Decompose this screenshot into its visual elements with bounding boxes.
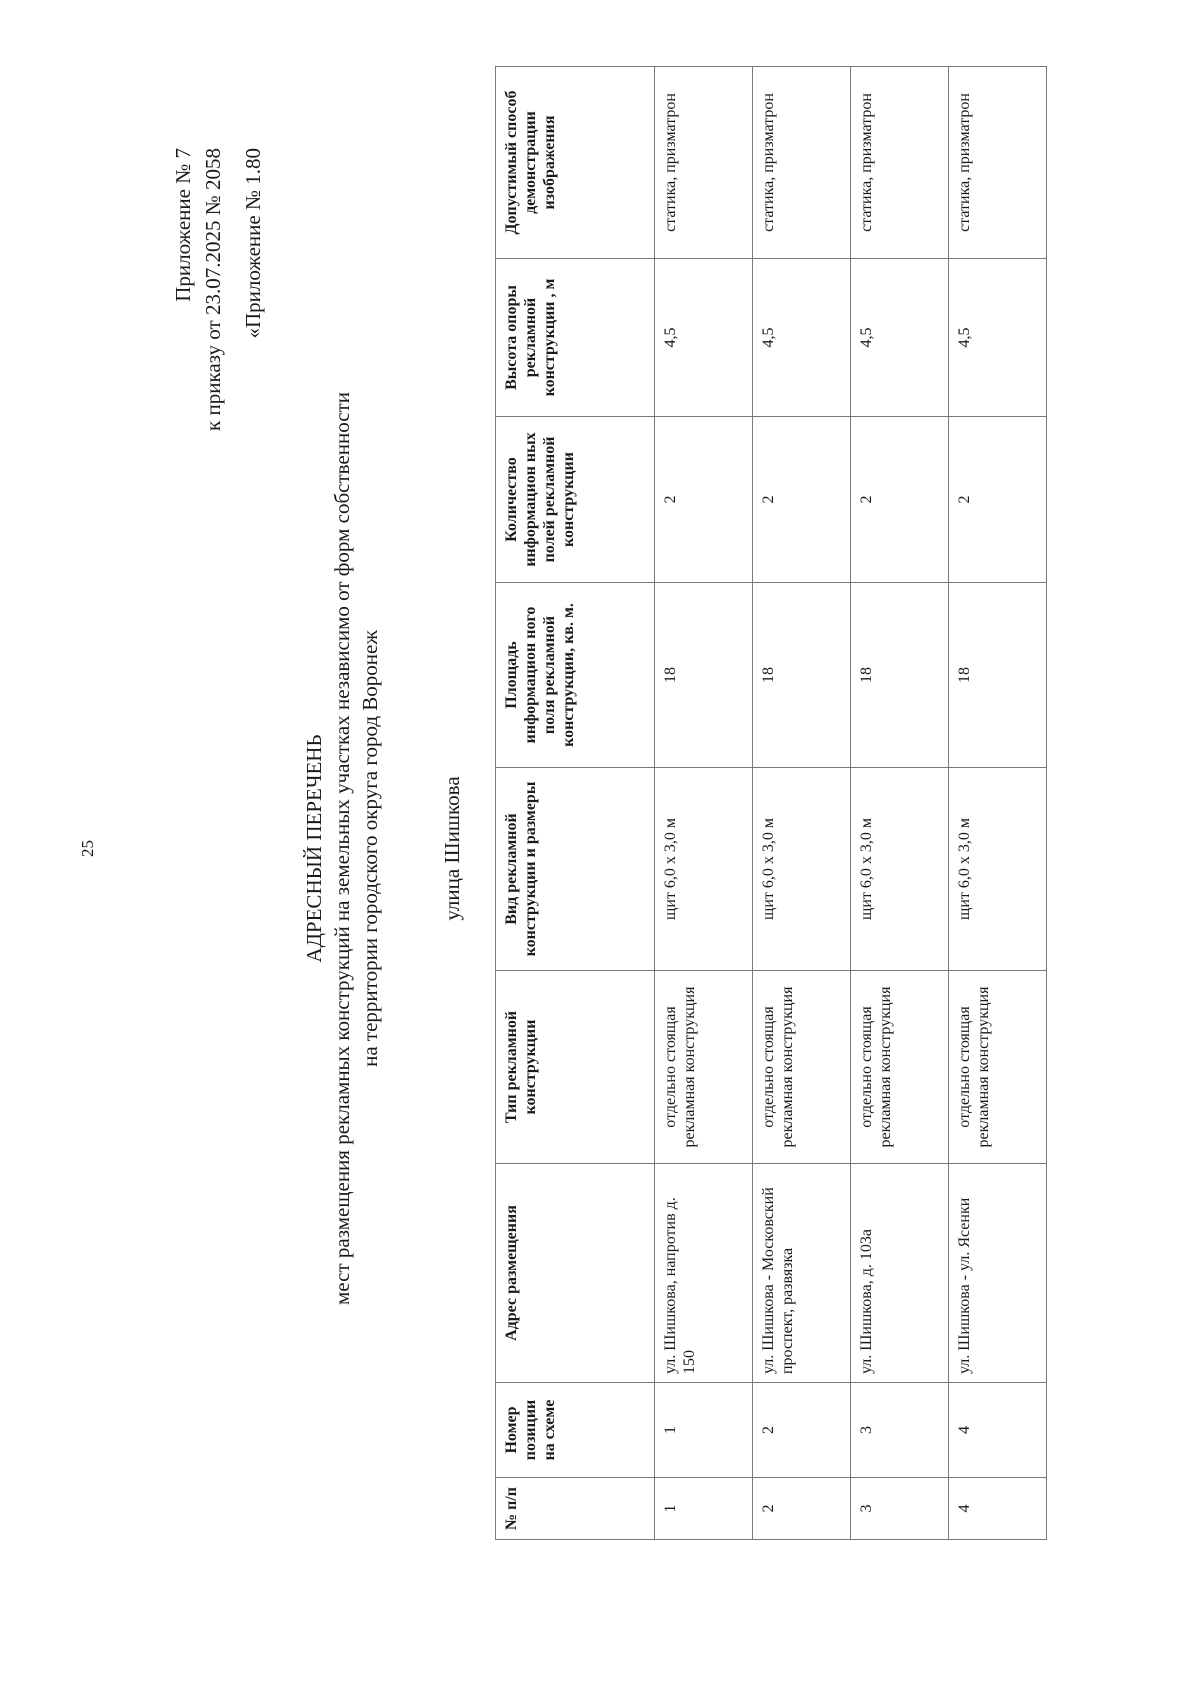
cell-address: ул. Шишкова - Московский проспект, развязка (753, 1164, 851, 1383)
street-name: улица Шишкова (440, 776, 464, 921)
cell-position: 1 (655, 1383, 753, 1478)
appendix-number: Приложение № 7 (171, 148, 195, 302)
cell-index: 1 (655, 1478, 753, 1540)
advertising-structures-table (495, 66, 1047, 1540)
cell-display-method: статика, призматрон (753, 67, 851, 259)
cell-field-count: 2 (655, 417, 753, 583)
cell-type: отдельно стоящая рекламная конструкция (753, 971, 851, 1164)
cell-support-height: 4,5 (851, 259, 949, 417)
cell-type: отдельно стоящая рекламная конструкция (851, 971, 949, 1164)
header-cell-position: Номер позиции на схеме (496, 1383, 655, 1478)
header-cell-type: Тип рекламной конструкции (496, 971, 655, 1164)
cell-kind-size: щит 6,0 х 3,0 м (949, 768, 1047, 971)
cell-type: отдельно стоящая рекламная конструкция (655, 971, 753, 1164)
cell-kind-size: щит 6,0 х 3,0 м (753, 768, 851, 971)
cell-field-count: 2 (753, 417, 851, 583)
cell-kind-size: щит 6,0 х 3,0 м (851, 768, 949, 971)
table-header-row (496, 67, 655, 1540)
cell-field-count: 2 (949, 417, 1047, 583)
cell-address: ул. Шишкова, напротив д. 150 (655, 1164, 753, 1383)
cell-area: 18 (949, 583, 1047, 768)
cell-position: 2 (753, 1383, 851, 1478)
cell-index: 4 (949, 1478, 1047, 1540)
header-cell-area: Площадь информацион ного поля рекламной конструкции, кв. м. (496, 583, 655, 768)
document-heading (300, 0, 384, 1697)
header-cell-display-method: Допустимый способ демонстрации изображения (496, 67, 655, 259)
cell-field-count: 2 (851, 417, 949, 583)
header-cell-field-count: Количество информацион ных полей рекламной конструкции (496, 417, 655, 583)
cell-display-method: статика, призматрон (851, 67, 949, 259)
header-cell-kind-size: Вид рекламной конструкции и размеры (496, 768, 655, 971)
header-cell-support-height: Высота опоры рекламной конструкции , м (496, 259, 655, 417)
cell-support-height: 4,5 (949, 259, 1047, 417)
table-row (851, 67, 949, 1540)
cell-display-method: статика, призматрон (655, 67, 753, 259)
cell-kind-size: щит 6,0 х 3,0 м (655, 768, 753, 971)
table-row (753, 67, 851, 1540)
appendix-sub-number: «Приложение № 1.80 (241, 148, 265, 339)
header-cell-index: № п/п (496, 1478, 655, 1540)
document-title: АДРЕСНЫЙ ПЕРЕЧЕНЬ (302, 734, 326, 963)
document-subtitle-line-2: на территории городского округа город Воронеж (358, 630, 382, 1067)
cell-support-height: 4,5 (753, 259, 851, 417)
cell-address: ул. Шишкова - ул. Ясенки (949, 1164, 1047, 1383)
cell-index: 3 (851, 1478, 949, 1540)
cell-index: 2 (753, 1478, 851, 1540)
order-reference: к приказу от 23.07.2025 № 2058 (201, 148, 225, 431)
header-cell-address: Адрес размещения (496, 1164, 655, 1383)
cell-position: 3 (851, 1383, 949, 1478)
cell-support-height: 4,5 (655, 259, 753, 417)
cell-address: ул. Шишкова, д. 103а (851, 1164, 949, 1383)
cell-position: 4 (949, 1383, 1047, 1478)
cell-display-method: статика, призматрон (949, 67, 1047, 259)
cell-type: отдельно стоящая рекламная конструкция (949, 971, 1047, 1164)
cell-area: 18 (753, 583, 851, 768)
page-number: 25 (78, 840, 97, 857)
document-subtitle-line-1: мест размещения рекламных конструкций на земельных участках независимо от форм собственности (330, 392, 354, 1305)
table-row (949, 67, 1047, 1540)
table-row (655, 67, 753, 1540)
cell-area: 18 (655, 583, 753, 768)
cell-area: 18 (851, 583, 949, 768)
appendix-reference (168, 148, 268, 431)
